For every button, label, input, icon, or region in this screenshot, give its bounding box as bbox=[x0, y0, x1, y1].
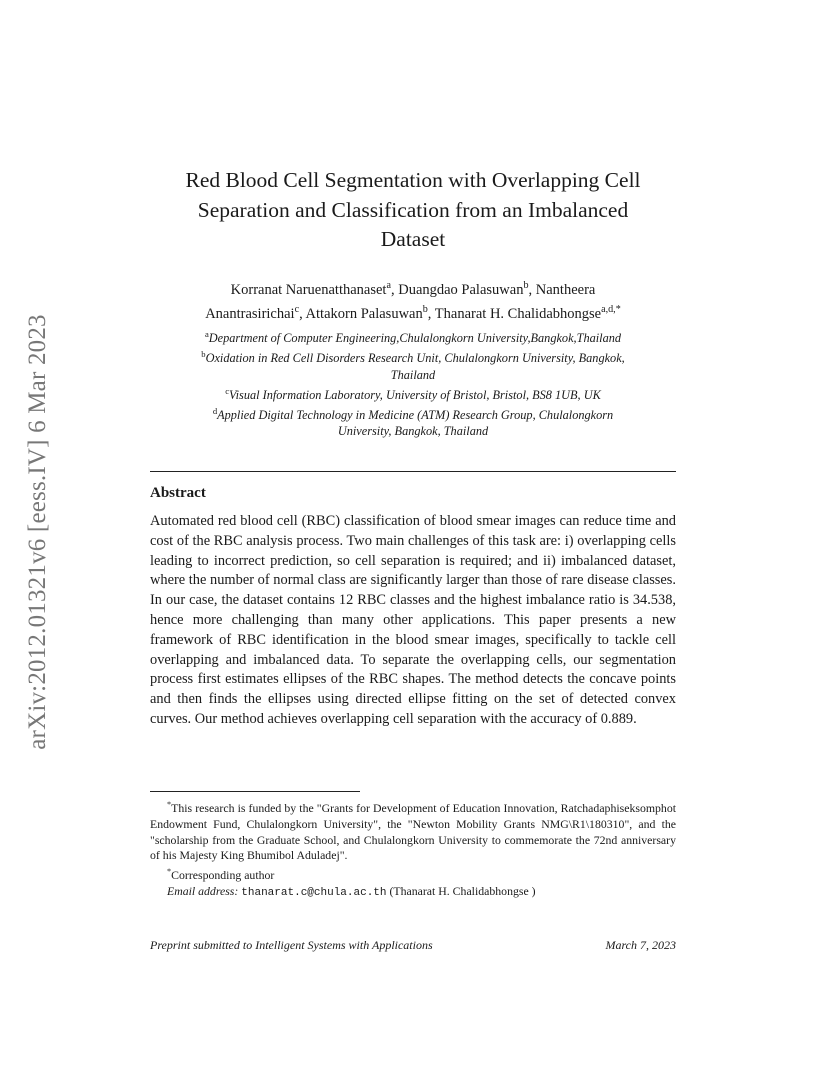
affiliation-d: $^d$Applied Digital Technology in Medicine (ATM) Research Group, Chulalongkorn bbox=[212, 406, 614, 423]
affiliation-c: $^c$Visual Information Laboratory, University of Bristol, Bristol, BS8 1UB, UK bbox=[225, 385, 601, 402]
author-sup: b bbox=[523, 280, 529, 291]
affiliation-a: $^a$Department of Computer Engineering,Chulalongkorn University,Bangkok,Thailand bbox=[204, 329, 622, 346]
author-sup: c bbox=[294, 303, 300, 315]
footnotes bbox=[150, 797, 676, 902]
author-line: Anantrasirichai$^c$, Attakorn Palasuwan$^b$, Thanarat H. Chalidabhongse$^{a,d,*}$ bbox=[205, 303, 621, 322]
author-name: Attakorn Palasuwan bbox=[305, 305, 423, 322]
email-owner: (Thanarat H. Chalidabhongse ) bbox=[389, 883, 536, 898]
author-sup: a bbox=[386, 280, 391, 291]
email-footnote bbox=[150, 884, 676, 902]
author-sup: b bbox=[422, 303, 428, 315]
affiliation-d-cont: University, Bangkok, Thailand bbox=[337, 424, 489, 439]
author-name: Nantheera bbox=[535, 281, 596, 298]
page-footer bbox=[150, 938, 676, 953]
funding-footnote: *This research is funded by the "Grants for Development of Education Innovation, Ratchadaphiseksomphot Endowment Fund, Chulalongkorn University", the "Newton Mobility Grants NMG\R1\180310", and the "scholarship from the Graduate School, and Chulalongkorn University to commemorate the 72nd anniversary of his Majesty King Bhumibol Aduladej". bbox=[150, 800, 676, 863]
author-name: Korranat Naruenatthanaset bbox=[230, 281, 387, 298]
affiliation-b: $^b$Oxidation in Red Cell Disorders Research Unit, Chulalongkorn University, Bangkok, bbox=[201, 349, 625, 366]
title-line: Separation and Classification from an Imbalanced bbox=[197, 197, 629, 222]
author-name: Thanarat H. Chalidabhongse bbox=[434, 305, 602, 322]
footnote-rule bbox=[150, 791, 360, 792]
paper-title bbox=[150, 166, 676, 255]
email-link[interactable]: thanarat.c@chula.ac.th bbox=[241, 886, 387, 899]
arxiv-side-stamp: arXiv:2012.01321v6 [eess.IV] 6 Mar 2023 bbox=[24, 314, 51, 750]
abstract-heading: Abstract bbox=[150, 485, 206, 501]
affiliations bbox=[150, 326, 676, 440]
author-name: Duangdao Palasuwan bbox=[398, 281, 524, 298]
author-line: Korranat Naruenatthanaset$^a$, Duangdao Palasuwan$^b$, Nantheera bbox=[230, 280, 596, 298]
email-label: Email address: bbox=[167, 883, 239, 898]
preprint-note: Preprint submitted to Intelligent Systems with Applications bbox=[150, 938, 433, 952]
author-name: Anantrasirichai bbox=[205, 305, 295, 322]
preprint-date: March 7, 2023 bbox=[605, 938, 676, 952]
corresponding-footnote: *Corresponding author bbox=[167, 867, 275, 883]
title-line: Dataset bbox=[380, 227, 446, 251]
title-line: Red Blood Cell Segmentation with Overlapping Cell bbox=[185, 168, 641, 192]
abstract-text: Automated red blood cell (RBC) classification of blood smear images can reduce time and cost of the RBC analysis process. Two main challenges of this task are: i) overlapping cells leading to incorrect prediction, so cell separation is required; and ii) imbalanced dataset, where the number of normal class are significantly larger than those of rare disease classes. In our case, the dataset contains 12 RBC classes and the highest imbalance ratio is 34.538, hence more challenging than many other applications. This paper presents a new framework of RBC identification in the blood smear images, specifically to tackle cell overlapping and imbalanced data. To separate the overlapping cells, our segmentation process first estimates ellipses of the RBC shapes. The method detects the concave points and then finds the ellipses using directed ellipse fitting on the set of detected convex curves. Our method achieves overlapping cell separation with the accuracy of 0.889. bbox=[150, 513, 676, 727]
author-sup: a,d,* bbox=[601, 303, 621, 315]
author-list bbox=[150, 276, 676, 324]
affiliation-b-cont: Thailand bbox=[390, 367, 436, 382]
abstract-top-rule bbox=[150, 471, 676, 472]
